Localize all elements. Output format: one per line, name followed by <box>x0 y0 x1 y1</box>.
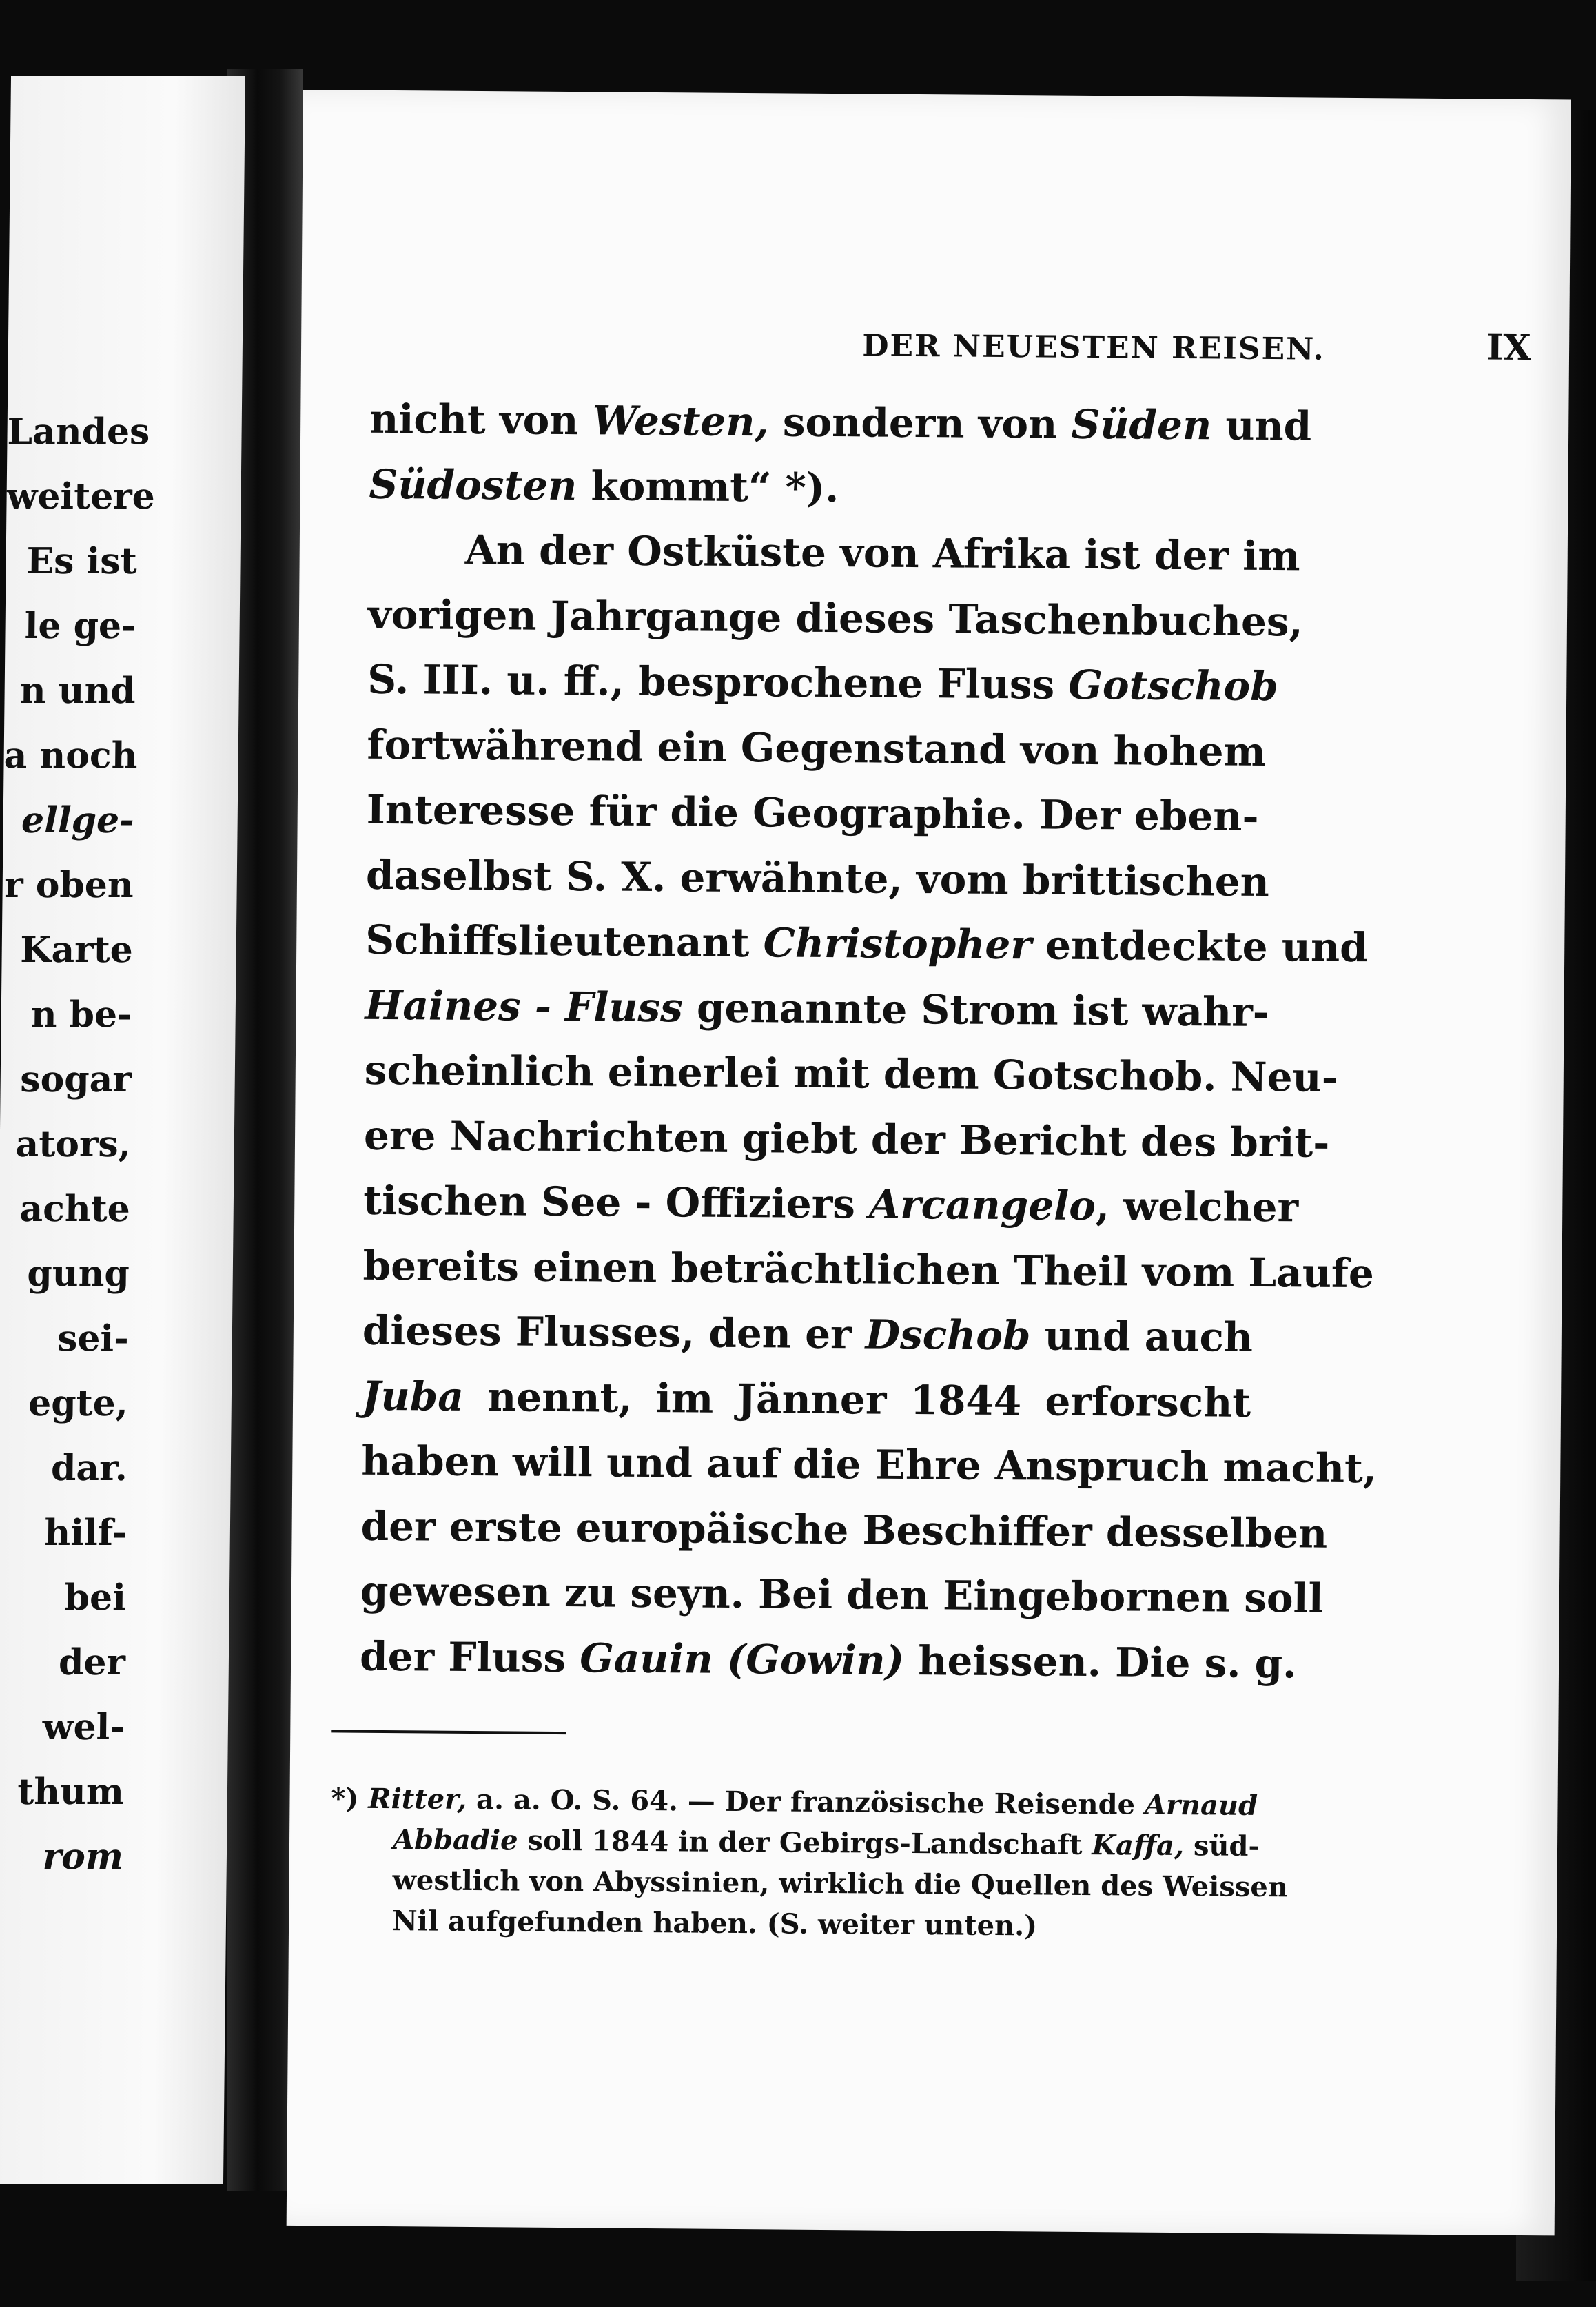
text-line: der Fluss Gauin (Gowin) heissen. Die s. g. <box>359 1632 1297 1687</box>
page-number: IX <box>1486 326 1532 369</box>
left-line: n be- <box>30 994 133 1036</box>
text-line: Interesse für die Geographie. Der eben- <box>366 786 1259 840</box>
text-line: gewesen zu seyn. Bei den Eingebornen soll <box>360 1567 1324 1622</box>
footnote-rule <box>331 1730 566 1734</box>
left-line: egte, <box>28 1382 129 1424</box>
left-line: thum <box>17 1771 125 1813</box>
left-line: a noch <box>3 735 138 777</box>
footnote-line: *) Ritter, a. a. O. S. 64. — Der französische Reisende Arnaud <box>331 1782 1258 1822</box>
left-line: r oben <box>3 864 134 906</box>
text-line: dieses Flusses, den er Dschob und auch <box>362 1306 1254 1361</box>
text-line: nicht von Westen, sondern von Süden und <box>369 395 1312 450</box>
left-page-text <box>0 400 156 1889</box>
right-page <box>287 90 1571 2235</box>
body-text <box>359 387 1378 1696</box>
footnote <box>330 1778 1289 1948</box>
left-line: Es ist <box>26 540 137 582</box>
left-line: n und <box>19 670 136 712</box>
left-line: Landes <box>7 411 150 453</box>
text-line: bereits einen beträchtlichen Theil vom Laufe <box>362 1242 1375 1297</box>
text-line: der erste europäische Beschiffer desselben <box>360 1502 1328 1557</box>
left-line: ellge- <box>21 799 135 841</box>
text-line: tischen See - Offiziers Arcangelo, welcher <box>363 1176 1299 1231</box>
left-line: sei- <box>57 1317 130 1360</box>
left-line: le ge- <box>24 605 136 647</box>
footnote-line: Abbadie soll 1844 in der Gebirgs-Landschaft Kaffa, süd- <box>392 1823 1260 1863</box>
text-line: S. III. u. ff., besprochene Fluss Gotschob <box>367 655 1279 710</box>
text-line: ere Nachrichten giebt der Bericht des brit- <box>363 1111 1330 1167</box>
left-line: gung <box>27 1253 130 1295</box>
text-line: vorigen Jahrgange dieses Taschenbuches, <box>367 591 1303 645</box>
left-line: dar. <box>50 1447 128 1489</box>
left-line: sogar <box>20 1058 132 1100</box>
footnote-line: westlich von Abyssinien, wirklich die Quellen des Weissen <box>392 1864 1289 1904</box>
left-line: ators, <box>15 1123 132 1165</box>
left-line: achte <box>19 1188 131 1230</box>
left-line: bei <box>64 1577 127 1619</box>
text-line: An der Ostküste von Afrika ist der im <box>464 526 1300 580</box>
text-line: Juba nennt, im Jänner 1844 erforscht <box>361 1372 1251 1426</box>
left-line: hilf- <box>44 1512 127 1554</box>
footnote-line: Nil aufgefunden haben. (S. weiter unten.) <box>391 1905 1038 1942</box>
left-page <box>0 76 245 2184</box>
text-line: Südosten kommt“ *). <box>369 460 839 511</box>
text-line: scheinlich einerlei mit dem Gotschob. Neu- <box>364 1046 1339 1101</box>
left-line: der <box>58 1641 126 1683</box>
running-header: DER NEUESTEN REISEN. <box>862 328 1326 367</box>
text-line: fortwährend ein Gegenstand von hohem <box>367 721 1267 775</box>
text-line: Haines - Fluss genannte Strom ist wahr- <box>365 981 1270 1036</box>
text-line: haben will und auf die Ehre Anspruch macht, <box>361 1437 1378 1493</box>
left-line: rom <box>42 1836 124 1878</box>
left-line: Karte <box>20 929 134 971</box>
left-line: wel- <box>42 1706 125 1748</box>
left-line: weitere <box>6 475 156 517</box>
text-line: Schiffslieutenant Christopher entdeckte und <box>365 916 1368 972</box>
text-line: daselbst S. X. erwähnte, vom brittischen <box>365 851 1270 905</box>
